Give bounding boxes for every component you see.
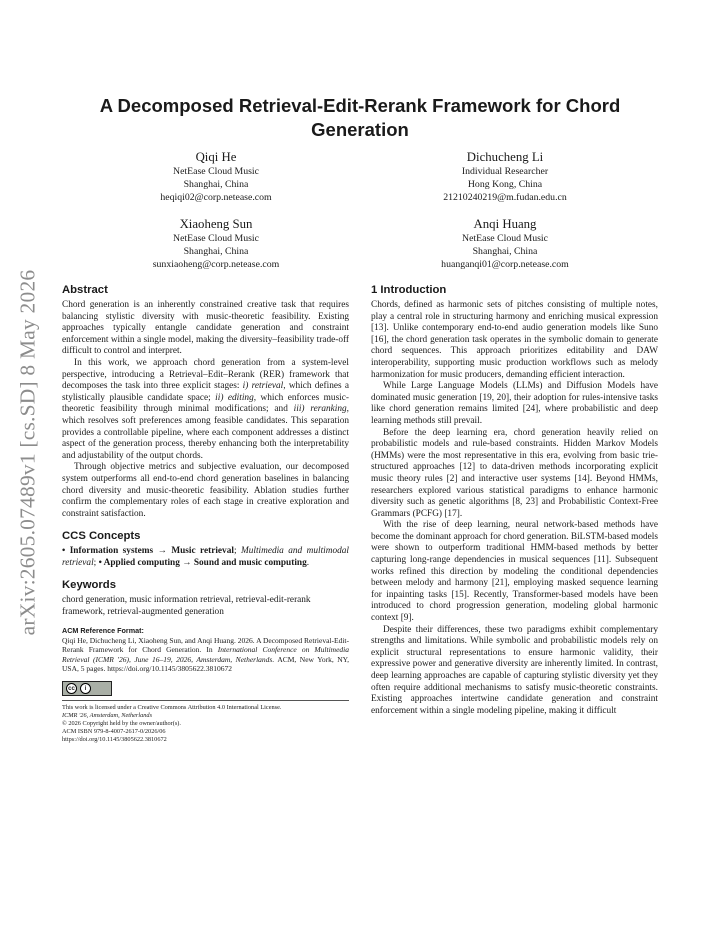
ccs-category: • Information systems: [62, 546, 154, 557]
acm-reference-text: [62, 636, 349, 674]
cc-license-badge[interactable]: [62, 681, 349, 696]
author-affiliation: NetEase Cloud Music: [173, 166, 259, 177]
author-name: Anqi Huang: [473, 217, 537, 231]
author-name: Xiaoheng Sun: [179, 217, 253, 231]
author-name: Qiqi He: [195, 150, 237, 164]
license-statement: This work is licensed under a Creative Commons Attribution 4.0 International License.: [62, 704, 282, 712]
ccs-concepts: [62, 546, 349, 569]
license-block: [62, 704, 349, 744]
ccs-term: Music retrieval: [171, 546, 234, 557]
abstract-text: In this work, we approach chord generation from a system-level perspective, introducing a Retrieval–Edit–Rerank (RER) framework that decomposes the task into three explicit stages:: [62, 357, 349, 392]
author-location: Shanghai, China: [472, 246, 538, 257]
acm-reference-heading: ACM Reference Format:: [62, 625, 144, 635]
ccs-arrow: →: [179, 557, 194, 568]
isbn: ACM ISBN 979-8-4007-2617-0/2026/06: [62, 728, 166, 736]
abstract-text: , which defines a stylistically plausible candidate space;: [62, 381, 349, 403]
author-location: Shanghai, China: [183, 179, 249, 190]
stage-name: i) retrieval: [242, 381, 284, 392]
ccs-term: Multimedia and multimodal retrieval: [62, 546, 349, 568]
author-email: huanganqi01@corp.netease.com: [441, 259, 569, 270]
ccs-separator: ;: [93, 557, 99, 568]
doi-link[interactable]: https://doi.org/10.1145/3805622.3810672: [62, 736, 167, 744]
author-name: Dichucheng Li: [466, 150, 544, 164]
abstract-heading: Abstract: [62, 284, 108, 296]
left-column: [62, 283, 349, 744]
ccs-separator: ;: [233, 546, 241, 557]
stage-name: ii) editing: [215, 392, 254, 403]
conference-venue: ICMR '26, Amsterdam, Netherlands: [62, 712, 153, 720]
keywords-section: [62, 578, 349, 618]
author-block: [96, 149, 336, 204]
intro-paragraph: Despite their differences, these two paradigms exhibit complementary strengths and limitations. While symbolic and probabilistic models rely on explicit structural representations to ensure harmonic validity, their expressive power and generative diversity are inherently limited. In contrast, deep learning approaches are capable of capturing stylistic diversity yet they often require additional mechanisms to satisfy music-theoretic constraints. Existing approaches intertwine candidate generation and constraint enforcement within a single modeling pipeline, making it difficult: [371, 624, 658, 716]
author-location: Shanghai, China: [183, 246, 249, 257]
ccs-arrow: →: [153, 546, 172, 557]
ccs-term: Sound and music computing: [193, 557, 307, 568]
ccs-heading: CCS Concepts: [62, 530, 141, 543]
author-affiliation: NetEase Cloud Music: [462, 233, 548, 244]
reference-text: Qiqi He, Dichucheng Li, Xiaoheng Sun, and Anqi Huang. 2026. A Decomposed Retrieval-Edit-Rerank Framework for Chord Generation. In: [62, 635, 349, 655]
author-block: [385, 216, 625, 271]
ccs-section: [62, 529, 349, 569]
author-email: 21210240219@m.fudan.edu.cn: [443, 192, 567, 203]
arxiv-stamp: [8, 262, 48, 642]
ccs-category: • Applied computing: [98, 557, 180, 568]
cc-by-icon: [62, 681, 112, 696]
stage-name: iii) reranking: [293, 404, 347, 415]
arxiv-identifier: arXiv:2605.07489v1 [cs.SD] 8 May 2026: [15, 269, 40, 635]
paper-title: A Decomposed Retrieval-Edit-Rerank Framework for Chord Generation: [99, 95, 621, 140]
intro-paragraph: While Large Language Models (LLMs) and Diffusion Models have dominated music generation [19, 20], their adoption for rules-intensive tasks like chord generation remains limited [24], where probabilistic and deep learning methods still prevail.: [371, 381, 658, 426]
copyright: © 2026 Copyright held by the owner/author(s).: [62, 720, 181, 728]
reference-venue: International Conference on Multimedia Retrieval (ICMR '26), June 16–19, 2026, Amsterdam, Netherlands.: [62, 645, 350, 664]
introduction-heading: 1 Introduction: [371, 284, 447, 296]
author-email: heqiqi02@corp.netease.com: [160, 192, 272, 203]
attribution-icon: i: [80, 683, 91, 694]
abstract-paragraph: [62, 358, 349, 462]
license-divider: [62, 700, 349, 701]
abstract-text: , which resolves soft preferences among feasible candidates. This separation provides a controllable pipeline, where each component addresses a distinct aspect of the generation process, thereby enhancing both the interpretability and adjustability of the output chords.: [62, 404, 349, 461]
cc-icon: cc: [66, 683, 77, 694]
intro-paragraph: With the rise of deep learning, neural network-based methods have become the dominant approach for chord generation. BiLSTM-based models were shown to outperform traditional HMM-based methods by better capturing long-range dependencies in musical sequences [11]. Subsequent works refined this direction by modeling the conditional dependencies between melody and harmony [21], employing masked sequence learning for inpainting tasks [15]. Recently, Transformer-based models have been introduced to chord progression generation, modeling global harmonic context [9].: [371, 520, 658, 624]
author-block: [385, 149, 625, 204]
author-affiliation: Individual Researcher: [461, 166, 549, 177]
abstract-paragraph: Chord generation is an inherently constrained creative task that requires balancing stylistic diversity with music-theoretic feasibility. Existing approaches typically entangle candidate generation and constraint enforcement within a single model, making the diversity–feasibility trade-off difficult to control and interpret.: [62, 300, 349, 357]
author-block: [96, 216, 336, 271]
author-affiliation: NetEase Cloud Music: [173, 233, 259, 244]
right-column: [371, 283, 658, 717]
abstract-text: , which enforces music-theoretic feasibility through minimal modifications; and: [62, 392, 349, 415]
author-location: Hong Kong, China: [467, 179, 543, 190]
author-email: sunxiaoheng@corp.netease.com: [152, 259, 280, 270]
keywords-text: chord generation, music information retrieval, retrieval-edit-rerank framework, retrieval-augmented generation: [62, 595, 311, 618]
keywords-heading: Keywords: [62, 579, 116, 592]
reference-text: ACM, New York, NY, USA, 5 pages. https://doi.org/10.1145/3805622.3810672: [62, 654, 349, 674]
abstract-paragraph: Through objective metrics and subjective evaluation, our decomposed system outperforms all end-to-end chord generation baselines in balancing chord diversity and music-theoretic feasibility. Ablation studies further confirm the complementary roles of each stage in creative exploration and constraint satisfaction.: [62, 462, 349, 519]
intro-paragraph: Before the deep learning era, chord generation heavily relied on probabilistic models and rule-based constraints. Hidden Markov Models (HMMs) were the most representative in this era, evolving from basic trie-structured approaches [12] to data-driven methods incorporating explicit music theory rules [2] and interactive user systems [14]. Beyond HMMs, researchers explored various statistical paradigms to enhance harmonic diversity such as genetic algorithms [8, 23] and Probabilistic Context-Free Grammars (PCFG) [17].: [371, 427, 658, 519]
ccs-end: .: [306, 557, 310, 568]
intro-paragraph: Chords, defined as harmonic sets of pitches consisting of multiple notes, play a central role in structuring harmony and enriching musical expression [13]. Unlike contemporary end-to-end audio generation models like Suno [16], the chord generation task operates in the symbolic domain to generate chord sequences. This approach prioritizes editability and DAW interoperability, supporting music production workflows such as melody harmonization for music producers, demanding efficient interaction.: [371, 300, 658, 380]
